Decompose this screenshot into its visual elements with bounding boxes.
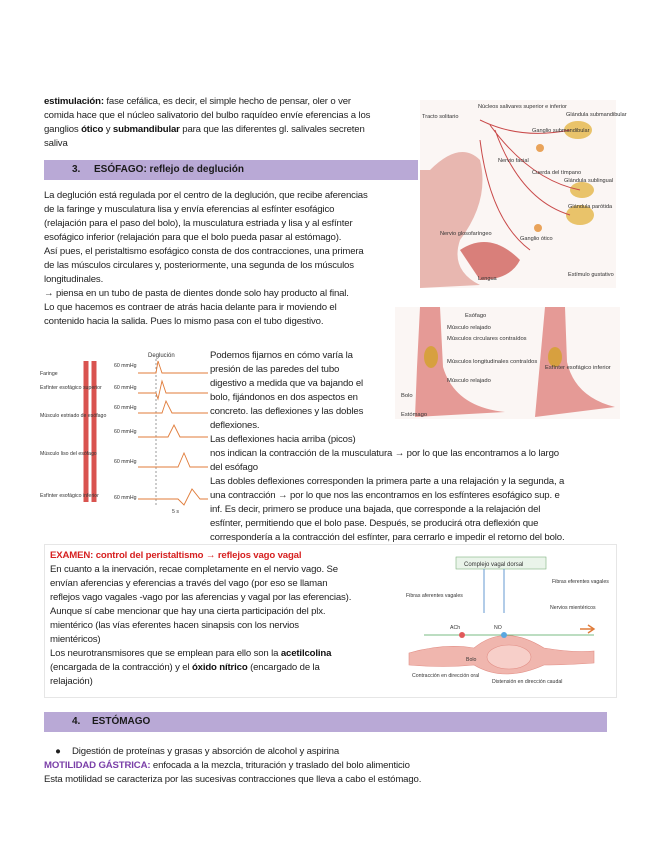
presion-paragraph-cont <box>210 447 620 545</box>
text-line: Las deflexiones hacia arriba (picos) <box>210 434 356 445</box>
diagram-label: Nervios mientéricos <box>550 605 596 611</box>
fig-label: Músculos longitudinales contraídos <box>447 359 538 365</box>
section-number: 3. <box>72 164 81 175</box>
text-line: La deglución está regulada por el centro de la deglución, que recibe aferencias <box>44 190 368 201</box>
text-line: contenido hacia la salida. Pues lo mismo pasa con el tubo digestivo. <box>44 316 324 327</box>
text-span: (encargado de la <box>247 662 320 673</box>
fig-label: Nervio glosofaríngeo <box>440 231 492 237</box>
esophagus-peristalsis-figure <box>395 307 620 419</box>
text-line: deflexiones. <box>210 420 260 431</box>
section-title: ESÓFAGO: reflejo de deglución <box>94 164 245 175</box>
fig-label: Bolo <box>401 393 413 399</box>
fig-label: Núcleos salivares superior e inferior <box>478 104 567 110</box>
fig-label: Ganglio ótico <box>520 236 553 242</box>
diagram-label: Bolo <box>466 657 477 663</box>
text-line: Aunque sí cabe mencionar que hay una cierta participación del plx. <box>50 606 326 617</box>
fig-label: Esófago <box>465 313 487 319</box>
bolo-left <box>424 346 438 368</box>
intro-text: para que las diferentes gl. salivales secreten <box>179 124 365 135</box>
fig-label: Glándula submandibular <box>566 112 627 118</box>
sublingual-gland <box>570 182 594 198</box>
vagal-fibers <box>484 569 504 613</box>
row-label: Esfínter esofágico inferior <box>40 493 99 499</box>
fig-label: Cuerda del tímpano <box>532 170 582 176</box>
section-number: 4. <box>72 716 81 727</box>
scale-label: 60 mmHg <box>114 363 137 369</box>
bullet-item: Digestión de proteínas y grasas y absorción de alcohol y aspirina <box>72 746 340 757</box>
time-label: 5 s <box>172 509 179 515</box>
text-line: Esta motilidad se caracteriza por las sucesivas contracciones que lleva a cabo el estómago. <box>44 774 422 785</box>
fig-title: Deglución <box>148 353 175 359</box>
text-line: de la faringe y musculatura lisa y envía eferencias al esfínter esofágico <box>44 204 335 215</box>
text-bold: acetilcolina <box>280 648 332 659</box>
text-line: → piensa en un tubo de pasta de dientes donde solo hay producto al final. <box>44 288 349 299</box>
scale-label: 60 mmHg <box>114 385 137 391</box>
exam-heading: EXAMEN: control del peristaltismo → reflejos vago vagal <box>50 550 302 561</box>
diagram-label: Fibras aferentes vagales <box>406 593 463 599</box>
fig-label: Estímulo gustativo <box>568 272 614 278</box>
row-label: Esfínter esofágico superior <box>40 385 102 391</box>
fig-label: Glándula parótida <box>568 204 613 210</box>
text-line: relajación) <box>50 676 93 687</box>
pressure-recording-figure <box>38 347 210 517</box>
text-line: Así pues, el peristaltismo esofágico consta de dos contracciones, una primera <box>44 246 364 257</box>
scale-label: 60 mmHg <box>114 405 137 411</box>
text-line: nos indican la contracción de la musculatura → por lo que las encontramos a lo largo <box>210 448 559 459</box>
intro-bold: submandibular <box>112 124 180 135</box>
salivary-innervation-figure <box>420 100 627 288</box>
text-line: una contracción → por lo que nos las encontramos en los esfínteres esofágico sup. e <box>210 490 560 501</box>
text-line: (relajación para el paso del bolo), la musculatura estriada y lisa y al esfínter <box>44 218 353 229</box>
text-line: esfínter, permitiendo que el bolo pase. Después, se producirá otra deflexión que <box>210 518 539 529</box>
text-line: longitudinales. <box>44 274 104 285</box>
section-3-heading <box>44 160 418 180</box>
diagram-label: Fibras eferentes vagales <box>552 579 609 585</box>
scale-label: 60 mmHg <box>114 495 137 501</box>
intro-text: saliva <box>44 138 68 149</box>
scale-label: 60 mmHg <box>114 429 137 435</box>
text-line: correspondería a la contracción del esfínter, para cerrarlo e impedir el retorno del bolo. <box>210 532 565 543</box>
section-title: ESTÓMAGO <box>92 716 151 727</box>
intro-text: ganglios <box>44 124 82 135</box>
text-span: Los neurotransmisores que se emplean para ello son la <box>50 648 281 659</box>
fig-label: Tracto solitario <box>422 114 459 120</box>
fig-label: Estómago <box>401 412 428 418</box>
bolo-right <box>548 347 562 367</box>
text-line: digestivo a medida que va bajando el <box>210 378 364 389</box>
direction-arrow <box>580 625 594 633</box>
bolus <box>487 645 531 669</box>
fig-label: Músculo relajado <box>447 325 491 331</box>
intro-text: y <box>103 124 113 135</box>
diagram-title: Complejo vagal dorsal <box>464 562 524 568</box>
section-4-heading <box>44 712 607 732</box>
intro-text: comida hace que el núcleo salivatorio del bulbo raquídeo envíe eferencias a los <box>44 110 371 121</box>
no-synapse <box>501 632 507 638</box>
fig-label: Lengua <box>478 276 497 282</box>
intro-bold: ótico <box>81 124 104 135</box>
row-label: Faringe <box>40 371 58 377</box>
presion-paragraph <box>210 349 410 447</box>
text-line: de las músculos circulares y, posteriormente, una segunda de los músculos <box>44 260 354 271</box>
intro-bold: estimulación: <box>44 96 104 107</box>
row-label: Músculo liso del esófago <box>40 451 97 457</box>
text-line: Lo que hacemos es contraer de atrás hacia delante para ir moviendo el <box>44 302 337 313</box>
text-line: En cuanto a la inervación, recae completamente en el nervio vago. Se <box>50 564 338 575</box>
text-line: bolo, fijándonos en dos aspectos en <box>210 392 358 403</box>
text-line: mientéricos) <box>50 634 101 645</box>
text-line: reflejos vago vagales -vago por las aferencias y vagal por las eferencias). <box>50 592 352 603</box>
stomach-paragraph: ● Digestión de proteínas y grasas y absorción de alcohol y aspirina MOTILIDAD GÁSTRICA: enfocada a la mezcla, trituración y traslado del bolo alimenticio Esta motilidad se caracteriza por las sucesivas contracciones que lleva a cabo el estómago. <box>44 745 614 787</box>
text-line: esofágico inferior (relajación para que el bolo pueda pasar al estómago). <box>44 232 342 243</box>
text-span: enfocada a la mezcla, trituración y traslado del bolo alimenticio <box>150 760 410 771</box>
ach-synapse <box>459 632 465 638</box>
fig-label: Nervio facial <box>498 158 529 164</box>
diagram-label: Distensión en dirección caudal <box>492 679 563 685</box>
fig-label: Músculo relajado <box>447 378 491 384</box>
scale-label: 60 mmHg <box>114 459 137 465</box>
diagram-label: NO <box>494 625 502 631</box>
text-line: presión de las paredes del tubo <box>210 364 340 375</box>
fig-label: Ganglio submandibular <box>532 128 590 134</box>
text-bold: óxido nítrico <box>191 662 248 673</box>
fig-label: Músculos circulares contraídos <box>447 336 527 342</box>
vagal-reflex-diagram <box>404 553 609 693</box>
text-line: envían aferencias y eferencias a través del vago (por eso se llaman <box>50 578 328 589</box>
text-line: mientérico (las vías eferentes hacen sinapsis con los nervios <box>50 620 299 631</box>
fig-label: Esfínter esofágico inferior <box>545 365 611 371</box>
intro-text: fase cefálica, es decir, el simple hecho de pensar, oler o ver <box>103 96 351 107</box>
row-label: Músculo estriado de esófago <box>40 413 107 419</box>
text-span: (encargada de la contracción) y el <box>50 662 192 673</box>
text-line: del esófago <box>210 462 258 473</box>
text-line: Podemos fijarnos en cómo varía la <box>210 350 353 361</box>
diagram-label: ACh <box>450 625 461 631</box>
text-line: Las dobles deflexiones corresponden la primera parte a una relajación y la segunda, a <box>210 476 565 487</box>
text-line: inf. Es decir, primero se produce una bajada, que corresponde a la relajación del <box>210 504 541 515</box>
exam-text <box>50 549 400 689</box>
diagram-label: Contracción en dirección oral <box>412 673 480 679</box>
text-line: concreto. las deflexiones y las dobles <box>210 406 364 417</box>
submandibular-ganglion <box>536 144 544 152</box>
deglucion-paragraph <box>44 189 424 329</box>
intro-paragraph <box>44 95 414 151</box>
motility-label: MOTILIDAD GÁSTRICA: <box>44 760 151 771</box>
otic-ganglion <box>534 224 542 232</box>
fig-label: Glándula sublingual <box>564 178 614 184</box>
